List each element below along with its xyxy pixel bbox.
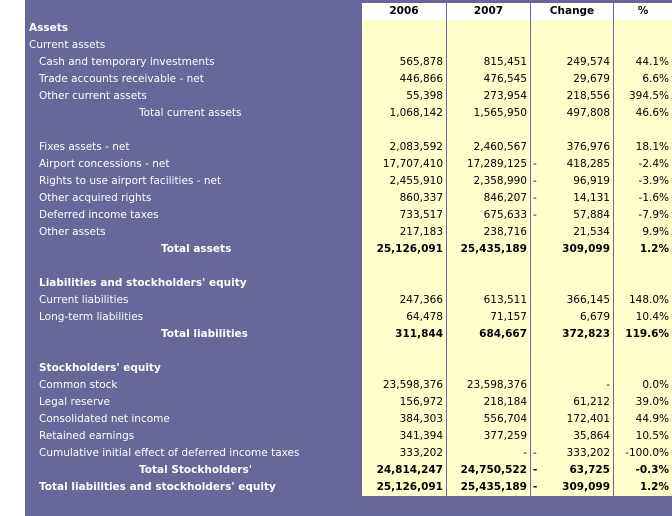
cell-value: -2.4% — [638, 158, 669, 170]
value-cell — [531, 88, 613, 105]
value-cell — [531, 394, 613, 411]
value-cell — [531, 377, 613, 394]
cell-value: 341,394 — [399, 430, 443, 442]
cell-value: 366,145 — [566, 294, 610, 306]
row-label: Assets — [29, 22, 69, 34]
cell-value: -0.3% — [635, 464, 669, 476]
cell-value: 39.0% — [635, 396, 669, 408]
cell-value: 25,126,091 — [376, 243, 443, 255]
row-label: Other current assets — [39, 90, 147, 102]
value-cell — [531, 292, 613, 309]
cell-value: 23,598,376 — [382, 379, 443, 391]
value-cell — [614, 71, 672, 88]
table-row — [25, 156, 672, 173]
row-label: Total current assets — [139, 107, 242, 119]
value-cell — [531, 479, 613, 496]
cell-value: 684,667 — [479, 328, 527, 340]
value-cell — [362, 105, 446, 122]
value-cell — [447, 37, 530, 54]
table-row — [25, 190, 672, 207]
table-row — [25, 122, 672, 139]
value-cell — [531, 428, 613, 445]
cell-value: 372,823 — [562, 328, 610, 340]
value-cell — [447, 71, 530, 88]
cell-value: 249,574 — [566, 56, 610, 68]
cell-value: 55,398 — [406, 90, 443, 102]
cell-value: 57,884 — [573, 209, 610, 221]
cell-value: 0.0% — [642, 379, 669, 391]
cell-value: 46.6% — [635, 107, 669, 119]
value-cell — [447, 173, 530, 190]
cell-value: 25,126,091 — [376, 481, 443, 493]
table-row — [25, 292, 672, 309]
value-cell — [531, 445, 613, 462]
negative-marker: - — [533, 464, 538, 476]
cell-value: 24,814,247 — [376, 464, 443, 476]
value-cell — [531, 207, 613, 224]
row-label: Liabilities and stockholders' equity — [39, 277, 247, 289]
row-label: Total liabilities and stockholders' equity — [39, 481, 276, 493]
cell-value: 273,954 — [483, 90, 527, 102]
value-cell — [447, 139, 530, 156]
cell-value: 476,545 — [483, 73, 527, 85]
table-row — [25, 394, 672, 411]
cell-value: 247,366 — [399, 294, 443, 306]
cell-value: 446,866 — [399, 73, 443, 85]
value-cell — [531, 122, 613, 139]
value-cell — [447, 122, 530, 139]
cell-value: 733,517 — [399, 209, 443, 221]
column-header: 2007 — [447, 3, 530, 20]
table-row — [25, 275, 672, 292]
table-row — [25, 37, 672, 54]
cell-value: 14,131 — [573, 192, 610, 204]
value-cell — [447, 207, 530, 224]
table-row — [25, 20, 672, 37]
cell-value: 29,679 — [573, 73, 610, 85]
cell-value: 71,157 — [490, 311, 527, 323]
value-cell — [362, 190, 446, 207]
value-cell — [531, 224, 613, 241]
row-label: Other assets — [39, 226, 106, 238]
cell-value: 6,679 — [579, 311, 610, 323]
row-label: Other acquired rights — [39, 192, 152, 204]
cell-value: 17,707,410 — [382, 158, 443, 170]
table-row — [25, 71, 672, 88]
cell-value: 384,303 — [399, 413, 443, 425]
value-cell — [531, 139, 613, 156]
cell-value: 2,455,910 — [389, 175, 443, 187]
row-label: Total Stockholders' — [139, 464, 252, 476]
column-header: Change — [531, 3, 613, 20]
value-cell — [362, 360, 446, 377]
value-cell — [362, 428, 446, 445]
cell-value: 675,633 — [483, 209, 527, 221]
value-cell — [362, 309, 446, 326]
cell-value: 218,556 — [566, 90, 610, 102]
value-cell — [531, 190, 613, 207]
table-row — [25, 377, 672, 394]
value-cell — [362, 139, 446, 156]
row-label: Current assets — [29, 39, 106, 51]
cell-value: 10.5% — [635, 430, 669, 442]
row-label: Cash and temporary investments — [39, 56, 215, 68]
value-cell — [614, 122, 672, 139]
cell-value: 1.2% — [639, 243, 669, 255]
value-cell — [614, 190, 672, 207]
table-rows — [25, 3, 672, 496]
cell-value: 860,337 — [399, 192, 443, 204]
value-cell — [614, 360, 672, 377]
value-cell — [362, 343, 446, 360]
value-cell — [531, 258, 613, 275]
row-label: Retained earnings — [39, 430, 135, 442]
value-cell — [531, 54, 613, 71]
table-row — [25, 224, 672, 241]
cell-value: 333,202 — [399, 447, 443, 459]
row-label: Rights to use airport facilities - net — [39, 175, 222, 187]
cell-value: 418,285 — [566, 158, 610, 170]
table-row — [25, 88, 672, 105]
value-cell — [531, 71, 613, 88]
value-cell — [362, 224, 446, 241]
row-label: Airport concessions - net — [39, 158, 170, 170]
value-cell — [362, 394, 446, 411]
value-cell — [362, 292, 446, 309]
value-cell — [614, 462, 672, 479]
row-label: Deferred income taxes — [39, 209, 159, 221]
value-cell — [362, 479, 446, 496]
value-cell — [614, 105, 672, 122]
cell-value: 35,864 — [573, 430, 610, 442]
cell-value: 394.5% — [628, 90, 669, 102]
table-row — [25, 462, 672, 479]
negative-marker: - — [533, 447, 537, 459]
value-cell — [362, 241, 446, 258]
negative-marker: - — [533, 158, 537, 170]
value-cell — [531, 173, 613, 190]
value-cell — [447, 292, 530, 309]
value-cell — [362, 156, 446, 173]
value-cell — [531, 20, 613, 37]
value-cell — [614, 428, 672, 445]
column-header: 2006 — [362, 3, 446, 20]
row-label: Total assets — [161, 243, 232, 255]
negative-marker: - — [533, 175, 537, 187]
value-cell — [614, 275, 672, 292]
cell-value: 376,976 — [566, 141, 610, 153]
value-cell — [614, 343, 672, 360]
row-label: Total liabilities — [161, 328, 248, 340]
row-label: Fixes assets - net — [39, 141, 130, 153]
value-cell — [614, 207, 672, 224]
cell-value: 565,878 — [399, 56, 443, 68]
value-cell — [447, 156, 530, 173]
cell-value: 2,358,990 — [473, 175, 527, 187]
cell-value: 1,565,950 — [473, 107, 527, 119]
value-cell — [447, 445, 530, 462]
value-cell — [447, 20, 530, 37]
value-cell — [531, 105, 613, 122]
cell-value: 2,460,567 — [473, 141, 527, 153]
cell-value: 148.0% — [628, 294, 669, 306]
value-cell — [531, 360, 613, 377]
value-cell — [362, 377, 446, 394]
cell-value: 18.1% — [635, 141, 669, 153]
value-cell — [362, 88, 446, 105]
value-cell — [614, 394, 672, 411]
cell-value: 1,068,142 — [389, 107, 443, 119]
value-cell — [447, 462, 530, 479]
value-cell — [447, 360, 530, 377]
cell-value: 846,207 — [483, 192, 527, 204]
value-cell — [614, 37, 672, 54]
value-cell — [362, 326, 446, 343]
table-row — [25, 309, 672, 326]
value-cell — [614, 88, 672, 105]
value-cell — [447, 241, 530, 258]
value-cell — [614, 479, 672, 496]
value-cell — [531, 37, 613, 54]
value-cell — [447, 275, 530, 292]
table-row — [25, 326, 672, 343]
cell-value: -3.9% — [638, 175, 669, 187]
cell-value: 156,972 — [399, 396, 443, 408]
value-cell — [362, 275, 446, 292]
table-row — [25, 343, 672, 360]
value-cell — [614, 411, 672, 428]
cell-value: 25,435,189 — [460, 243, 527, 255]
value-cell — [614, 173, 672, 190]
cell-value: - — [606, 379, 610, 391]
value-cell — [447, 377, 530, 394]
cell-value: 24,750,522 — [460, 464, 527, 476]
negative-marker: - — [533, 481, 538, 493]
table-row — [25, 207, 672, 224]
cell-value: 119.6% — [625, 328, 669, 340]
value-cell — [614, 54, 672, 71]
value-cell — [362, 445, 446, 462]
value-cell — [614, 139, 672, 156]
column-header: % — [614, 3, 672, 20]
cell-value: 96,919 — [573, 175, 610, 187]
cell-value: 497,808 — [566, 107, 610, 119]
value-cell — [362, 173, 446, 190]
table-row — [25, 258, 672, 275]
value-cell — [362, 71, 446, 88]
cell-value: 10.4% — [635, 311, 669, 323]
value-cell — [362, 411, 446, 428]
value-cell — [447, 411, 530, 428]
cell-value: 218,184 — [483, 396, 527, 408]
table-row — [25, 479, 672, 496]
balance-sheet-table — [25, 0, 672, 516]
cell-value: 815,451 — [483, 56, 527, 68]
row-label: Trade accounts receivable - net — [39, 73, 204, 85]
value-cell — [447, 88, 530, 105]
value-cell — [614, 20, 672, 37]
value-cell — [362, 37, 446, 54]
value-cell — [447, 479, 530, 496]
negative-marker: - — [533, 192, 537, 204]
negative-marker: - — [533, 209, 537, 221]
row-label: Consolidated net income — [39, 413, 170, 425]
cell-value: 23,598,376 — [466, 379, 527, 391]
table-row — [25, 445, 672, 462]
value-cell — [614, 258, 672, 275]
cell-value: -1.6% — [638, 192, 669, 204]
cell-value: - — [523, 447, 527, 459]
row-label: Cumulative initial effect of deferred income taxes — [39, 447, 300, 459]
cell-value: 1.2% — [639, 481, 669, 493]
cell-value: 44.1% — [635, 56, 669, 68]
cell-value: 377,259 — [483, 430, 527, 442]
cell-value: 333,202 — [566, 447, 610, 459]
cell-value: 64,478 — [406, 311, 443, 323]
value-cell — [447, 224, 530, 241]
table-row — [25, 241, 672, 258]
value-cell — [531, 411, 613, 428]
value-cell — [362, 20, 446, 37]
table-row — [25, 428, 672, 445]
value-cell — [447, 343, 530, 360]
value-cell — [362, 54, 446, 71]
row-label: Long-term liabilities — [39, 311, 144, 323]
cell-value: 217,183 — [399, 226, 443, 238]
row-label: Common stock — [39, 379, 118, 391]
table-row — [25, 139, 672, 156]
value-cell — [447, 428, 530, 445]
cell-value: 556,704 — [483, 413, 527, 425]
table-row — [25, 54, 672, 71]
row-label: Current liabilities — [39, 294, 129, 306]
value-cell — [614, 377, 672, 394]
cell-value: 6.6% — [642, 73, 669, 85]
cell-value: 21,534 — [573, 226, 610, 238]
value-cell — [614, 292, 672, 309]
header-row — [25, 3, 672, 20]
value-cell — [362, 122, 446, 139]
value-cell — [531, 309, 613, 326]
value-cell — [447, 258, 530, 275]
row-label: Stockholders' equity — [39, 362, 161, 374]
cell-value: -7.9% — [638, 209, 669, 221]
cell-value: 17,289,125 — [466, 158, 527, 170]
row-label: Legal reserve — [39, 396, 110, 408]
value-cell — [614, 309, 672, 326]
value-cell — [447, 190, 530, 207]
cell-value: 309,099 — [562, 481, 610, 493]
value-cell — [614, 156, 672, 173]
value-cell — [531, 241, 613, 258]
value-cell — [531, 462, 613, 479]
value-cell — [531, 326, 613, 343]
table-row — [25, 411, 672, 428]
table-row — [25, 173, 672, 190]
value-cell — [614, 224, 672, 241]
value-cell — [531, 156, 613, 173]
value-cell — [447, 326, 530, 343]
value-cell — [362, 462, 446, 479]
cell-value: 311,844 — [395, 328, 443, 340]
cell-value: 238,716 — [483, 226, 527, 238]
cell-value: 61,212 — [573, 396, 610, 408]
cell-value: 309,099 — [562, 243, 610, 255]
value-cell — [614, 445, 672, 462]
cell-value: 613,511 — [483, 294, 527, 306]
value-cell — [447, 105, 530, 122]
table-row — [25, 105, 672, 122]
value-cell — [447, 309, 530, 326]
cell-value: 44.9% — [635, 413, 669, 425]
cell-value: 9.9% — [642, 226, 669, 238]
value-cell — [614, 326, 672, 343]
cell-value: 172,401 — [566, 413, 610, 425]
cell-value: 63,725 — [569, 464, 610, 476]
value-cell — [531, 275, 613, 292]
cell-value: 25,435,189 — [460, 481, 527, 493]
cell-value: -100.0% — [625, 447, 669, 459]
value-cell — [614, 241, 672, 258]
value-cell — [362, 207, 446, 224]
cell-value: 2,083,592 — [389, 141, 443, 153]
table-row — [25, 360, 672, 377]
value-cell — [447, 394, 530, 411]
value-cell — [447, 54, 530, 71]
value-cell — [531, 343, 613, 360]
value-cell — [362, 258, 446, 275]
